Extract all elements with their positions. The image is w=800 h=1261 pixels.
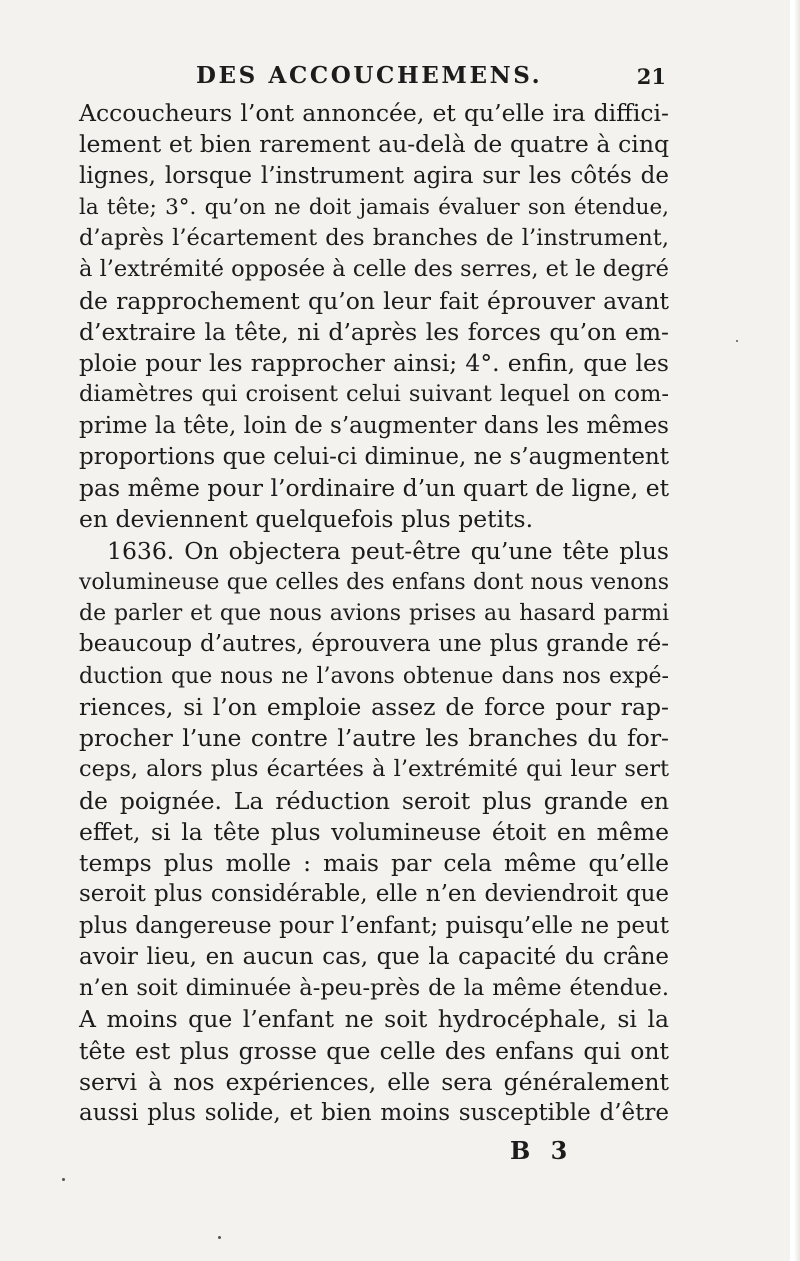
paragraph-start-line: 1636. On objectera peut-être qu’une tête plus: [107, 536, 669, 565]
text-line: aussi plus solide, et bien moins susceptible d’être: [79, 1100, 669, 1126]
text-line: temps plus molle : mais par cela même qu’elle: [79, 849, 669, 877]
text-line: seroit plus considérable, elle n’en deviendroit que: [79, 881, 669, 908]
text-line: de rapprochement qu’on leur fait éprouver avant: [79, 286, 669, 315]
text-line: de parler et que nous avions prises au hasard parmi: [79, 601, 669, 626]
text-line: pas même pour l’ordinaire d’un quart de ligne, et: [79, 474, 670, 502]
text-line: lignes, lorsque l’instrument agira sur les côtés de: [79, 162, 669, 189]
text-line: servi à nos expériences, elle sera généralement: [79, 1067, 669, 1096]
text-line: lement et bien rarement au-delà de quatre à cinq: [79, 130, 669, 159]
text-line: duction que nous ne l’avons obtenue dans nos expé-: [79, 663, 669, 689]
text-line: prime la tête, loin de s’augmenter dans les mêmes: [79, 412, 669, 439]
running-head: [196, 62, 666, 94]
text-line: avoir lieu, en aucun cas, que la capacité du crâne: [79, 943, 669, 970]
page-edge: [790, 0, 800, 1261]
text-line: n’en soit diminuée à-peu-près de la même étendue.: [79, 975, 669, 1001]
text-line: diamètres qui croisent celui suivant lequel on com-: [79, 381, 669, 408]
text-line: ploie pour les rapprocher ainsi; 4°. enfin, que les: [79, 349, 669, 377]
text-line: Accoucheurs l’ont annoncée, et qu’elle ira diffici-: [79, 99, 669, 127]
text-line: effet, si la tête plus volumineuse étoit en même: [79, 817, 669, 846]
page-number: 21: [636, 64, 666, 89]
text-line: d’après l’écartement des branches de l’instrument,: [79, 225, 669, 251]
body-text: [79, 98, 669, 1129]
paper-speck: [218, 1236, 221, 1239]
paper-speck: [736, 340, 738, 342]
text-line: de poignée. La réduction seroit plus grande en: [79, 786, 669, 815]
signature-mark: B 3: [510, 1136, 574, 1165]
text-line: A moins que l’enfant ne soit hydrocéphale, si la: [79, 1005, 669, 1034]
text-line: tête est plus grosse que celle des enfans qui ont: [79, 1036, 669, 1065]
paragraph-end-line: en deviennent quelquefois plus petits.: [79, 505, 534, 534]
text-line: beaucoup d’autres, éprouvera une plus grande ré-: [79, 631, 669, 658]
text-line: la tête; 3°. qu’on ne doit jamais évaluer son étendue,: [79, 194, 669, 220]
text-line: proportions que celui-ci diminue, ne s’augmentent: [79, 443, 669, 470]
text-line: volumineuse que celles des enfans dont nous venons: [79, 569, 669, 595]
text-line: à l’extrémité opposée à celle des serres, et le degré: [79, 256, 669, 283]
text-line: ceps, alors plus écartées à l’extrémité qui leur sert: [79, 756, 669, 783]
text-line: d’extraire la tête, ni d’après les forces qu’on em-: [79, 317, 669, 346]
running-head-title: DES ACCOUCHEMENS.: [196, 62, 543, 89]
text-line: plus dangereuse pour l’enfant; puisqu’elle ne peut: [79, 912, 669, 939]
paper-speck: [62, 1178, 65, 1181]
text-line: riences, si l’on emploie assez de force pour rap-: [79, 692, 669, 721]
text-line: procher l’une contre l’autre les branches du for-: [79, 724, 669, 752]
